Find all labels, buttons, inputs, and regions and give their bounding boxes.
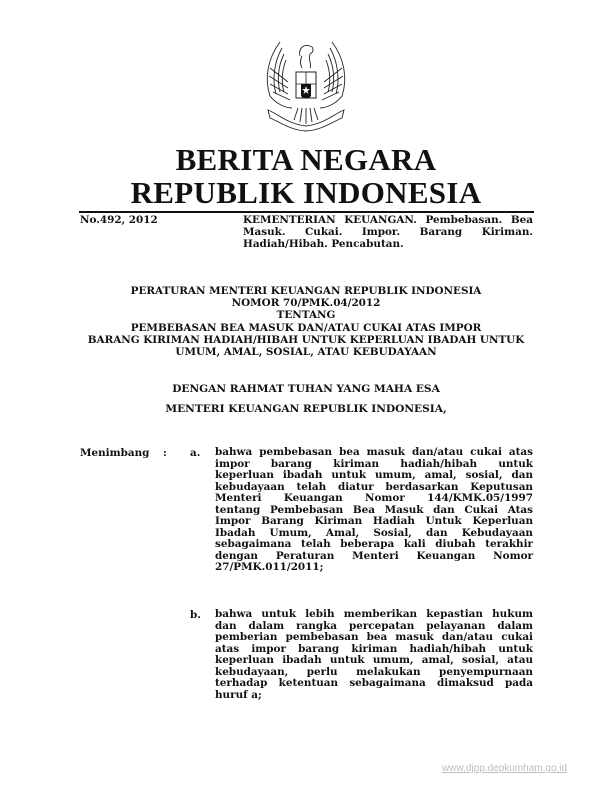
regulation-subject-line: UMUM, AMAL, SOSIAL, ATAU KEBUDAYAAN (175, 346, 437, 359)
item-line: impor barang kiriman hadiah/hibah untuk (215, 457, 533, 470)
considering-item-a (215, 447, 533, 574)
regulation-title-line: PERATURAN MENTERI KEUANGAN REPUBLIK INDONESIA (130, 285, 482, 297)
item-line: pemberian pembebasan bea masuk dan/atau cukai (215, 631, 533, 643)
gazette-subject (243, 214, 533, 251)
gazette-subject-line: Hadiah/Hibah. Pencabutan. (243, 238, 404, 251)
header-divider (79, 211, 534, 213)
item-line: terhadap ketentuan sebagaimana dimaksud pada (215, 677, 533, 689)
item-line: Impor Barang Kiriman Hadiah Untuk Keperluan (215, 515, 533, 527)
item-line: keperluan ibadah untuk umum, amal, sosial, dan (215, 469, 533, 481)
regulation-subject (0, 322, 612, 359)
issuing-authority: MENTERI KEUANGAN REPUBLIK INDONESIA, (165, 403, 447, 415)
item-line: 27/PMK.011/2011; (215, 561, 324, 573)
item-line: dengan Peraturan Menteri Keuangan Nomor (215, 549, 533, 562)
footer-website-link[interactable]: www.djpp.depkumham.go.id (442, 763, 568, 774)
gazette-subject-line: KEMENTERIAN KEUANGAN. Pembebasan. Bea (243, 214, 533, 226)
regulation-subject-line: BARANG KIRIMAN HADIAH/HIBAH UNTUK KEPERLUAN IBADAH UNTUK (87, 334, 525, 347)
considering-colon: : (163, 447, 167, 459)
regulation-number: NOMOR 70/PMK.04/2012 (231, 297, 381, 310)
item-line: atas impor barang kiriman hadiah/hibah untuk (215, 642, 533, 655)
regulation-subject-line: PEMBEBASAN BEA MASUK DAN/ATAU CUKAI ATAS IMPOR (130, 322, 482, 334)
regulation-about: TENTANG (276, 309, 336, 322)
item-line: bahwa untuk lebih memberikan kepastian hukum (215, 608, 533, 620)
gazette-subject-line: Masuk. Cukai. Impor. Barang Kiriman. (243, 226, 533, 239)
masthead-title-line1: BERITA NEGARA (175, 142, 437, 177)
considering-label: Menimbang (80, 447, 150, 459)
item-line: bahwa pembebasan bea masuk dan/atau cukai atas (215, 446, 533, 458)
item-line: huruf a; (215, 688, 262, 701)
gazette-number: No.492, 2012 (80, 214, 158, 226)
item-line: kebudayaan telah diatur berdasarkan Keputusan (215, 480, 533, 493)
masthead-title-line2: REPUBLIK INDONESIA (130, 175, 482, 210)
regulation-title (0, 285, 612, 322)
item-marker-b: b. (190, 609, 201, 621)
item-line: Menteri Keuangan Nomor 144/KMK.05/1997 (215, 492, 533, 504)
item-line: Ibadah Umum, Amal, Sosial, dan Kebudayaan (215, 526, 533, 539)
invocation: DENGAN RAHMAT TUHAN YANG MAHA ESA (172, 383, 440, 395)
garuda-emblem-icon (258, 38, 354, 134)
item-line: dan dalam rangka percepatan pelayanan dalam (215, 619, 533, 632)
item-line: sebagaimana telah beberapa kali diubah terakhir (215, 538, 533, 550)
item-line: tentang Pembebasan Bea Masuk dan Cukai Atas (215, 503, 533, 516)
item-marker-a: a. (190, 447, 201, 459)
item-line: keperluan ibadah untuk umum, amal, sosial, atau (215, 654, 533, 666)
item-line: kebudayaan, perlu melakukan penyempurnaan (215, 665, 533, 678)
considering-item-b (215, 609, 533, 701)
